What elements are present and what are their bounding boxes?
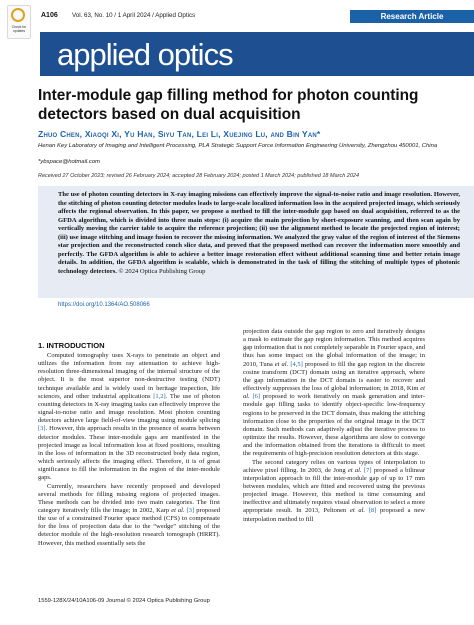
- intro-paragraph-2-continued: projection data outside the gap region to zero and iteratively designs a mask to estimate the gap region information. This method acquires gap information that is not completely separable in Fourier space, and thus has some impact on the global information of the image; in 2010, Tuna et al. [4,5] proposed to fill the gap region in the discrete cosine transform (DCT) domain using an iterative approach, where the gap information in the DCT domain is easier to recover and effectively suppresses the loss of global information; in 2018, Kim et al. [6] proposed to work iteratively on mask generation and inter-module gap filling tasks to identify object-specific low-frequency regions to be preserved in the DCT domain, thus making the stitching information close to the properties of the original image in the DCT domain. Such methods can adaptively adjust the iterative process to optimize the results. However, these algorithms are slow to converge and the information obtained from the iterations is difficult to meet the requirements of high-precision resolution detectors at this stage.: [243, 328, 426, 458]
- citation-link[interactable]: [3]: [38, 425, 46, 433]
- article-title: Inter-module gap filling method for photon counting detectors based on dual acquisition: [38, 87, 419, 123]
- article-type-label: Research Article: [350, 10, 474, 23]
- intro-paragraph-1: Computed tomography uses X-rays to penetrate an object and utilizes the information from ray attenuation to achieve high-resolution three-dimensional imaging of the internal structure of the object. It is the most superior non-destructive testing (NDT) technique available and is widely used in heritage inspection, life sciences, and other industrial applications [1,2]. The use of photon counting detectors in X-ray imaging tasks can effectively improve the signal-to-noise ratio and image resolution. Most photon counting detectors achieve large field-of-view imaging using module splicing [3]. However, this approach results in the presence of seams between detector modules. These inter-module gaps are manifested in the projected image as local information loss at fixed positions, resulting in the loss of information in the 3D reconstructed body data region, which seriously affects the imaging effect. Therefore, it is of great significance to fill the information in the region of the inter-module gaps.: [38, 352, 220, 482]
- citation-link[interactable]: [6]: [252, 393, 261, 401]
- intro-paragraph-3: The second category relies on various types of interpolation to achieve pixel filling. In 2003, de Jong et al. [7] proposed a bilinear interpolation approach to fill the inter-module gap of up to 17 mm between modules, which are fitted and recovered using the previous projected image. However, this method is time consuming and ineffective and ultimately requires visual observation to select a more appropriate result. In 2013, Peltonen et al. [8] proposed a new interpolation method to fill: [243, 458, 426, 523]
- corresponding-email[interactable]: *ybspace@hotmail.com: [38, 159, 100, 165]
- citation-link[interactable]: [3]: [186, 506, 195, 514]
- abstract-body: The use of photon counting detectors in X-ray imaging missions can effectively improve the signal-to-noise ratio and image resolution. However, the stitching of photon counting detector modules leads to large-scale localized information loss in the acquired projected image, which seriously affects the regional observation. In this paper, we propose a method to fill the inter-module gap based on dual acquisition, referred to as the GFDA algorithm, which is divided into three main steps: (i) acquire the main projection by short-exposure scanning, and then scan again by vertically moving the carrier table to acquire the reference projection; (ii) use the alignment method to locate the projected region of interest; (iii) use image stitching and image fusion to recover the missing information. We analyzed the gray value of the region of interest of the Siemens star projection and the reconstructed conch slice data, and proved that the proposed method can recover the information more smoothly and perfectly. The GFDA algorithm is able to achieve a better image restoration effect without additional scanning time and better retain image details. In addition, the GFDA algorithm is scalable, which is demonstrated in the task of filling the stitching of multiple types of photonic technology detectors.: [58, 191, 460, 275]
- journal-logo: applied optics: [57, 37, 233, 72]
- badge-label: Check for updates: [11, 25, 27, 33]
- check-for-updates-badge[interactable]: [7, 5, 31, 39]
- update-ring-icon: [11, 8, 25, 22]
- received-dates: Received 27 October 2023; revised 26 February 2024; accepted 28 February 2024; posted 1 March 2024; published 18 March 2024: [38, 173, 360, 179]
- abstract-text: [58, 191, 460, 276]
- volume-line: Vol. 63, No. 10 / 1 April 2024 / Applied Optics: [72, 12, 196, 19]
- citation-link[interactable]: [8]: [368, 507, 377, 515]
- citation-link[interactable]: [7]: [363, 466, 372, 474]
- doi-link[interactable]: https://doi.org/10.1364/AO.508066: [58, 302, 150, 308]
- page-footer: 1559-128X/24/10A106-09 Journal © 2024 Optica Publishing Group: [38, 598, 210, 604]
- citation-link[interactable]: [1,2]: [153, 392, 166, 400]
- copyright-notice: © 2024 Optica Publishing Group: [118, 267, 206, 275]
- page-number: A106: [41, 12, 58, 19]
- intro-paragraph-2: Currently, researchers have recently proposed and developed several methods for filling missing regions of projected images. These methods can be divided into two main categories. The first category iteratively fills the image; in 2002, Karp et al. [3] proposed the use of a constrained Fourier space method (CFS) to compensate for the loss of projection data due to the “wedge” stitching of the detector module of the high-resolution research tomograph (HRRT). However, this method essentially sets the: [38, 482, 221, 547]
- right-column: [243, 328, 425, 524]
- left-column: [38, 352, 220, 548]
- section-heading-introduction: 1. INTRODUCTION: [38, 341, 105, 350]
- author-list: Zhuo Chen, Xiaoqi Xi, Yu Han, Siyu Tan, Lei Li, Xuejing Lu, and Bin Yan*: [38, 129, 321, 139]
- affiliation: Henan Key Laboratory of Imaging and Intelligent Processing, PLA Strategic Support Force Information Engineering University, Zhengzhou 450001, China: [38, 143, 438, 149]
- citation-link[interactable]: [4,5]: [290, 360, 303, 368]
